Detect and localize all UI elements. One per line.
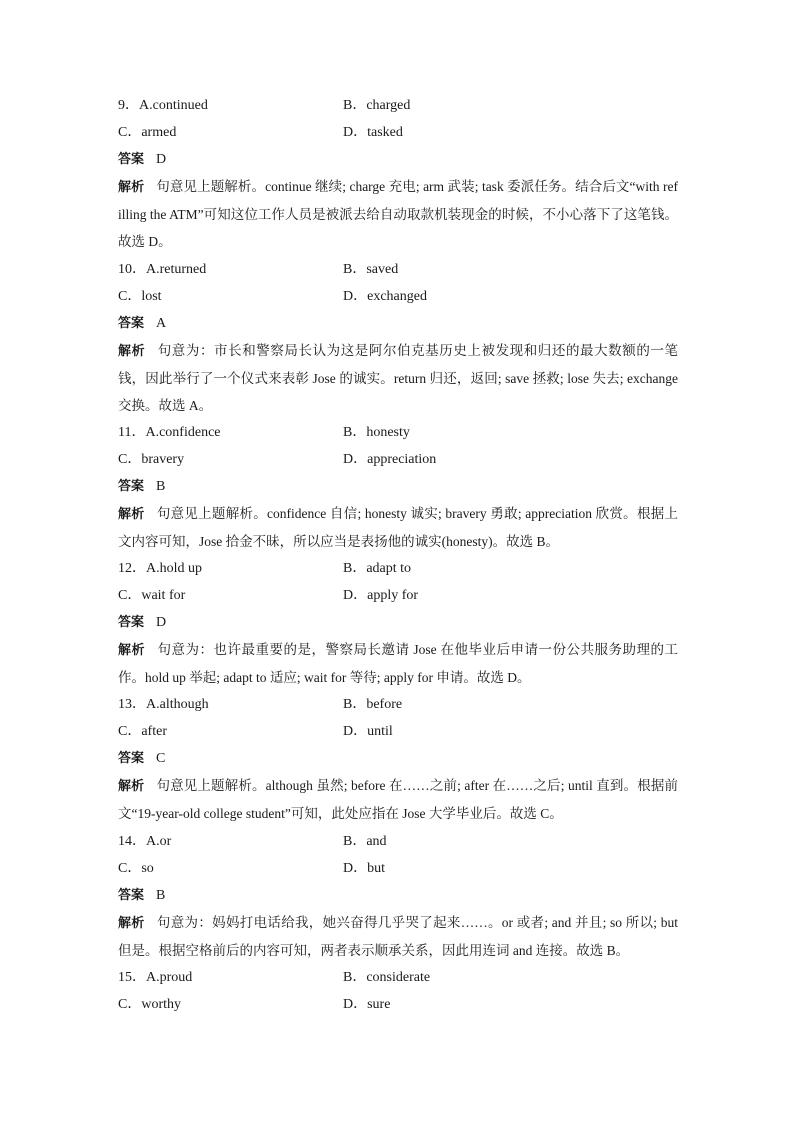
- analysis-label: 解析: [118, 180, 145, 195]
- option-a: 15．A.proud: [118, 970, 193, 985]
- option-d: D．sure: [343, 997, 391, 1012]
- options-row-1: [118, 828, 678, 855]
- options-row-2: [118, 855, 678, 882]
- option-a: 9．A.continued: [118, 98, 208, 113]
- analysis-paragraph: [118, 173, 678, 255]
- option-b: B．and: [343, 834, 387, 849]
- question-14: [118, 828, 678, 964]
- option-a: 10．A.returned: [118, 262, 207, 277]
- question-13: [118, 691, 678, 827]
- option-c: C．armed: [118, 125, 177, 140]
- analysis-label: 解析: [118, 779, 145, 794]
- answer-label: 答案: [118, 316, 145, 331]
- answer-line: [118, 745, 678, 772]
- options-row-1: [118, 256, 678, 283]
- option-d: D．but: [343, 861, 385, 876]
- answer-label: 答案: [118, 615, 145, 630]
- answer-label: 答案: [118, 479, 145, 494]
- question-12: [118, 555, 678, 691]
- answer-value: B: [156, 888, 166, 903]
- option-d: D．tasked: [343, 125, 403, 140]
- analysis-text: 句意为：妈妈打电话给我，她兴奋得几乎哭了起来……。or 或者; and 并且; so 所以; but 但是。根据空格前后的内容可知，两者表示顺承关系，因此用连词 and 连接。故选 B。: [118, 915, 678, 958]
- answer-label: 答案: [118, 152, 145, 167]
- analysis-paragraph: [118, 337, 678, 419]
- options-row-2: [118, 119, 678, 146]
- answer-label: 答案: [118, 888, 145, 903]
- analysis-text: 句意为：也许最重要的是，警察局长邀请 Jose 在他毕业后申请一份公共服务助理的工作。hold up 举起; adapt to 适应; wait for 等待; apply for 申请。故选 D。: [118, 642, 678, 685]
- question-10: [118, 256, 678, 419]
- answer-line: [118, 609, 678, 636]
- analysis-text: 句意见上题解析。although 虽然; before 在……之前; after 在……之后; until 直到。根据前文“19-year-old college student”可知，此处应指在 Jose 大学毕业后。故选 C。: [118, 778, 678, 821]
- option-d: D．exchanged: [343, 289, 427, 304]
- answer-label: 答案: [118, 751, 145, 766]
- option-c: C．so: [118, 861, 154, 876]
- option-b: B．before: [343, 697, 403, 712]
- options-row-1: [118, 92, 678, 119]
- answer-line: [118, 473, 678, 500]
- option-d: D．until: [343, 724, 393, 739]
- option-b: B．considerate: [343, 970, 431, 985]
- answer-value: D: [156, 152, 167, 167]
- question-15: [118, 964, 678, 1018]
- options-row-1: [118, 691, 678, 718]
- option-a: 14．A.or: [118, 834, 172, 849]
- analysis-label: 解析: [118, 916, 145, 931]
- options-row-2: [118, 582, 678, 609]
- option-c: C．bravery: [118, 452, 185, 467]
- analysis-text: 句意为：市长和警察局长认为这是阿尔伯克基历史上被发现和归还的最大数额的一笔钱，因此举行了一个仪式来表彰 Jose 的诚实。return 归还，返回; save 拯救; lose 失去; exchange 交换。故选 A。: [118, 343, 678, 413]
- analysis-paragraph: [118, 500, 678, 555]
- answer-line: [118, 146, 678, 173]
- analysis-label: 解析: [118, 507, 145, 522]
- option-b: B．charged: [343, 98, 411, 113]
- option-b: B．adapt to: [343, 561, 412, 576]
- option-c: C．wait for: [118, 588, 186, 603]
- options-row-1: [118, 555, 678, 582]
- options-row-2: [118, 283, 678, 310]
- options-row-2: [118, 991, 678, 1018]
- option-a: 11．A.confidence: [118, 425, 221, 440]
- question-11: [118, 419, 678, 555]
- option-a: 13．A.although: [118, 697, 209, 712]
- options-row-2: [118, 718, 678, 745]
- analysis-paragraph: [118, 772, 678, 827]
- analysis-paragraph: [118, 909, 678, 964]
- analysis-text: 句意见上题解析。continue 继续; charge 充电; arm 武装; task 委派任务。结合后文“with refilling the ATM”可知这位工作人员是被派去给自动取款机装现金的时候，不小心落下了这笔钱。故选 D。: [118, 179, 678, 249]
- option-b: B．honesty: [343, 425, 410, 440]
- option-d: D．apply for: [343, 588, 419, 603]
- answer-value: D: [156, 615, 167, 630]
- question-9: [118, 92, 678, 255]
- analysis-text: 句意见上题解析。confidence 自信; honesty 诚实; bravery 勇敢; appreciation 欣赏。根据上文内容可知，Jose 拾金不昧，所以应当是表扬他的诚实(honesty)。故选 B。: [118, 506, 678, 549]
- answer-value: B: [156, 479, 166, 494]
- option-b: B．saved: [343, 262, 399, 277]
- answer-value: A: [156, 316, 167, 331]
- analysis-label: 解析: [118, 643, 145, 658]
- analysis-label: 解析: [118, 344, 146, 359]
- options-row-2: [118, 446, 678, 473]
- option-c: C．lost: [118, 289, 162, 304]
- answer-line: [118, 310, 678, 337]
- option-c: C．worthy: [118, 997, 181, 1012]
- answer-line: [118, 882, 678, 909]
- analysis-paragraph: [118, 636, 678, 691]
- answer-value: C: [156, 751, 166, 766]
- options-row-1: [118, 419, 678, 446]
- option-d: D．appreciation: [343, 452, 437, 467]
- options-row-1: [118, 964, 678, 991]
- option-a: 12．A.hold up: [118, 561, 202, 576]
- option-c: C．after: [118, 724, 167, 739]
